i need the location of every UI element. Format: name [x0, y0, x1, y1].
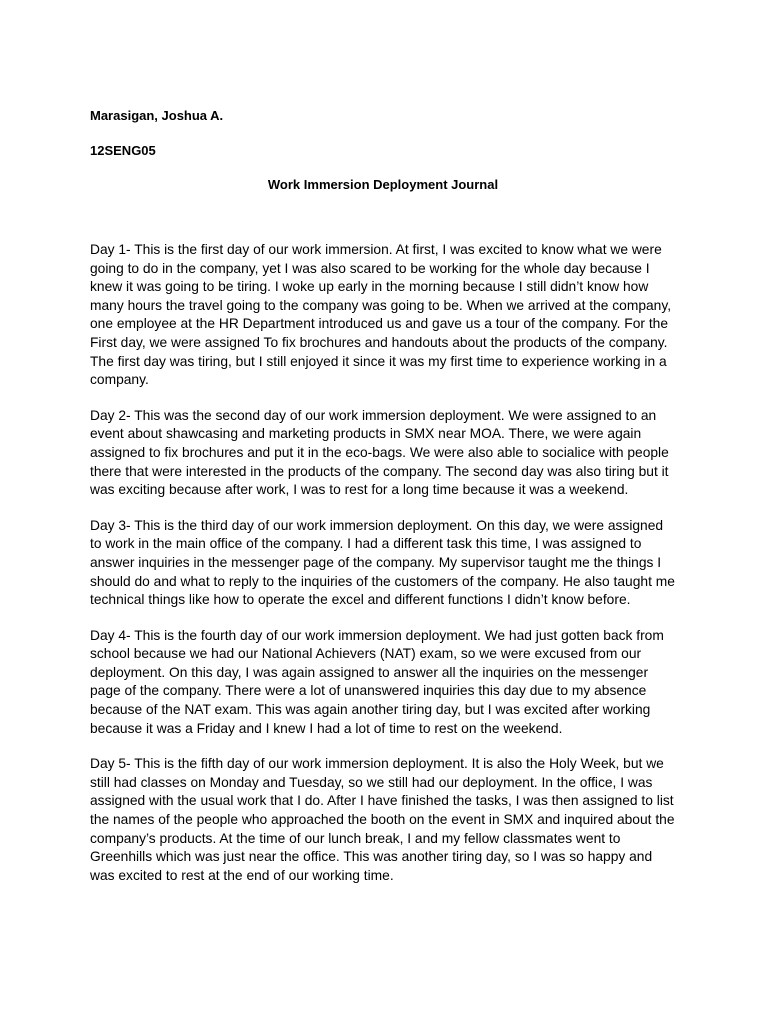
journal-entry-day-4: Day 4- This is the fourth day of our work immersion deployment. We had just gotten back from school because we had our National Achievers (NAT) exam, so we were excused from our deployment. On this day, I was again assigned to answer all the inquiries on the messenger page of the company. There were a lot of unanswered inquiries this day due to my absence because of the NAT exam. This was again another tiring day, but I was excited after working because it was a Friday and I knew I had a lot of time to rest on the weekend.: [90, 627, 664, 736]
journal-body: [90, 241, 676, 885]
journal-entry-day-3: Day 3- This is the third day of our work immersion deployment. On this day, we were assigned to work in the main office of the company. I had a different task this time, I was assigned to answer inquiries in the messenger page of the company. My supervisor taught me the things I should do and what to reply to the inquiries of the customers of the company. He also taught me technical things like how to operate the excel and different functions I didn’t know before.: [90, 517, 675, 608]
document-title: Work Immersion Deployment Journal: [267, 177, 499, 192]
journal-entry-day-2: Day 2- This was the second day of our work immersion deployment. We were assigned to an event about shawcasing and marketing products in SMX near MOA. There, we were again assigned to fix brochures and put it in the eco-bags. We were also able to socialice with people there that were interested in the products of the company. The second day was also tiring but it was exciting because after work, I was to rest for a long time because it was a weekend.: [90, 407, 669, 498]
section-code: 12SENG05: [90, 143, 156, 158]
student-name: Marasigan, Joshua A.: [90, 108, 224, 123]
journal-entry-day-5: Day 5- This is the fifth day of our work immersion deployment. It is also the Holy Week, but we still had classes on Monday and Tuesday, so we still had our deployment. In the office, I was assigned with the usual work that I do. After I have finished the tasks, I was then assigned to list the names of the people who approached the booth on the event in SMX and inquired about the company’s products. At the time of our lunch break, I and my fellow classmates went to Greenhills which was just near the office. This was another tiring day, so I was so happy and was excited to rest at the end of our working time.: [90, 756, 675, 883]
journal-entry-day-1: Day 1- This is the first day of our work immersion. At first, I was excited to know what we were going to do in the company, yet I was also scared to be working for the whole day because I knew it was going to be tiring. I woke up early in the morning because I still didn’t know how many hours the travel going to the company was going to be. When we arrived at the company, one employee at the HR Department introduced us and gave us a tour of the company. For the First day, we were assigned To fix brochures and handouts about the products of the company. The first day was tiring, but I still enjoyed it since it was my first time to experience working in a company.: [90, 242, 672, 388]
